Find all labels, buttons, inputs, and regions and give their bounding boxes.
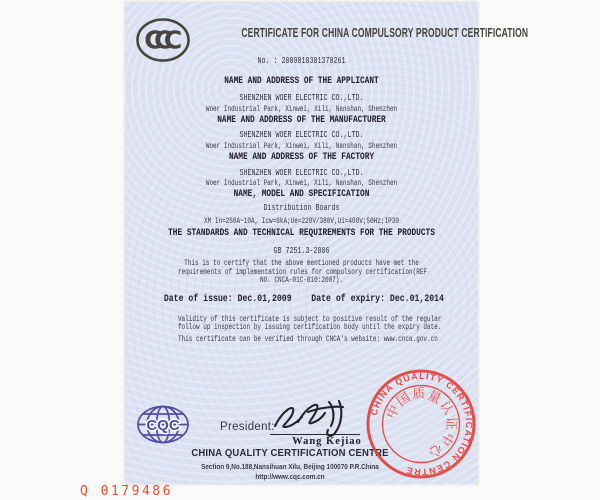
manufacturer-name: SHENZHEN WOER ELECTRIC CO.,LTD.: [239, 130, 364, 140]
cqc-logo-icon: [136, 405, 190, 444]
signature-line: [270, 434, 360, 435]
stamp-chinese-text: 中国质量认证中心: [384, 386, 459, 460]
cqc-logo-letters: CQC: [146, 417, 180, 434]
certify-text-line-3: NO. CNCA-01C-010:2007).: [259, 275, 344, 285]
certificate-title: CERTIFICATE FOR CHINA COMPULSORY PRODUCT CERTIFICATION: [241, 26, 529, 40]
validity-text-line-2: follow up inspection by issuing certification body until the expiry date.: [177, 322, 442, 332]
red-seal-stamp: [363, 366, 479, 482]
serial-number: Q 0179486: [80, 484, 173, 499]
applicant-address: Woer Industrial Park, Xinwei, Xili, Nanshan, Shenzhen: [205, 103, 398, 114]
stamp-ring-text: CHINA QUALITY CERTIFICATION CENTRE: [368, 370, 475, 478]
section-heading-factory: NAME AND ADDRESS OF THE FACTORY: [228, 151, 375, 163]
section-heading-manufacturer: NAME AND ADDRESS OF THE MANUFACTURER: [217, 115, 386, 126]
factory-address: Woer Industrial Park, Xinwei, Xili, Nanshan, Shenzhen: [205, 178, 398, 188]
svg-text:中国质量认证中心: [383, 387, 458, 460]
product-name: Distribution Boards: [263, 202, 340, 213]
section-heading-applicant: NAME AND ADDRESS OF THE APPLICANT: [224, 76, 379, 87]
president-label: President:: [220, 421, 275, 433]
section-heading-name-model: NAME, MODEL AND SPECIFICATION: [233, 188, 370, 200]
product-specification: XM In=250A~10A, Icw=6kA;Ue=220V/380V,Ui=400V;50Hz;IP30: [204, 215, 399, 226]
certify-text-line-1: This is to certify that the above mentioned products have met the: [184, 258, 419, 268]
certify-text-line-2: requirements of implementation rules for compulsory certification(REF: [177, 266, 428, 277]
applicant-name: SHENZHEN WOER ELECTRIC CO.,LTD.: [239, 93, 364, 103]
certification-centre-name: CHINA QUALITY CERTIFICATION CENTRE: [191, 448, 389, 459]
centre-address: Section 9,No.188,Nansihuan Xilu, Beijing 100070 P.R.China: [201, 461, 379, 471]
certificate-number: No. : 2009010301378261: [257, 56, 346, 66]
certificate-paper: [125, 2, 529, 484]
section-heading-standards: THE STANDARDS AND TECHNICAL REQUIREMENTS FOR THE PRODUCTS: [168, 228, 435, 239]
centre-website: http://www.cqc.com.cn: [255, 471, 325, 481]
ccc-logo-letters: CCC: [144, 25, 174, 55]
president-name: Wang Kejiao: [292, 436, 362, 447]
validity-text-line-1: Validity of this certificate is subject to positive result of the regular: [177, 313, 442, 324]
verification-text: This certificate can be verified through CNCA's website: www.cnca.gov.cn: [177, 334, 438, 344]
issue-expiry-dates: Date of issue: Dec.01,2009 Date of expiry: Dec.01,2014: [163, 292, 444, 305]
manufacturer-address: Woer Industrial Park, Xinwei, Xili, Nanshan, Shenzhen: [205, 140, 398, 151]
president-signature: [271, 399, 359, 439]
factory-name: SHENZHEN WOER ELECTRIC CO.,LTD.: [239, 168, 364, 178]
standard-code: GB 7251.3-2006: [273, 245, 330, 256]
